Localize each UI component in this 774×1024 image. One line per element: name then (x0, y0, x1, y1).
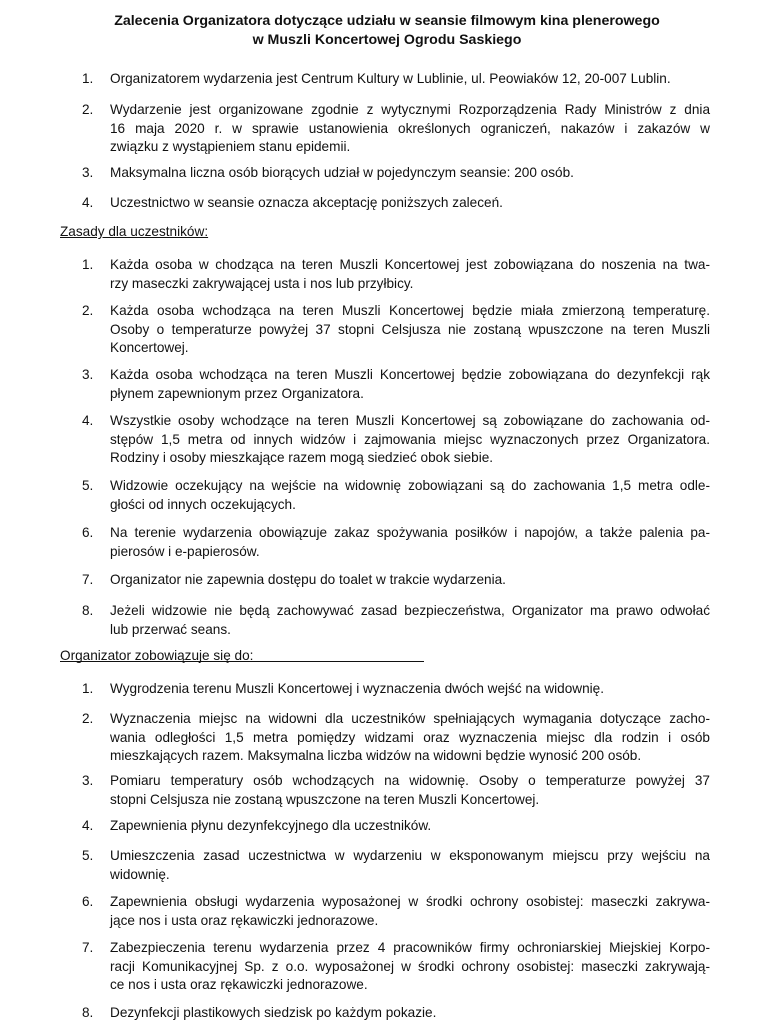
list-item-number: 1. (82, 257, 94, 272)
list-item-number: 5. (82, 478, 94, 493)
list-item-text (110, 302, 710, 358)
list-item-number: 7. (82, 572, 94, 587)
text-line: rzy maseczki zakrywającej usta i nos lub przyłbicy. (110, 275, 414, 291)
text-line: Organizatorem wydarzenia jest Centrum Kultury w Lublinie, ul. Peowiaków 12, 20-007 Lublin. (110, 71, 671, 86)
text-line: pierosów i e-papierosów. (110, 543, 260, 559)
text-line: Wszystkie osoby wchodzące na teren Muszli Koncertowej są zobowiązane do zachowania od- (110, 413, 710, 428)
list-item-text (110, 602, 710, 639)
text-line: widownię. (110, 866, 170, 882)
text-line: Każda osoba wchodząca na teren Muszli Koncertowej będzie miała zmierzoną temperaturę. (110, 303, 710, 318)
list-item-text (110, 256, 710, 293)
list-item-text (110, 412, 710, 468)
text-line: Wydarzenie jest organizowane zgodnie z wytycznymi Rozporządzenia Rady Ministrów z dnia (110, 102, 710, 117)
list-item-number: 1. (82, 681, 94, 696)
text-line: stopni Celsjusza nie zostaną wpuszczone na teren Muszli Koncertowej. (110, 791, 540, 807)
text-line: Wygrodzenia terenu Muszli Koncertowej i wyznaczenia dwóch wejść na widownię. (110, 681, 605, 696)
list-item-text (110, 939, 710, 995)
list-item-text (110, 101, 710, 157)
list-item-number: 4. (82, 195, 94, 210)
list-item-text (110, 772, 710, 809)
text-line: 16 maja 2020 r. w sprawie ustanowienia określonych ograniczeń, nakazów i zakazów w (110, 120, 710, 136)
list-item-number: 4. (82, 818, 94, 833)
text-line: związku z wystąpieniem stanu epidemii. (110, 139, 351, 154)
text-line: Zapewnienia płynu dezynfekcyjnego dla uczestników. (110, 818, 432, 833)
text-line: racji Komunikacyjnej Sp. z o.o. wyposażonej w środki ochrony osobistej: maseczki zakrywają- (110, 958, 710, 974)
list-item-text (110, 477, 710, 514)
text-line: Organizator nie zapewnia dostępu do toalet w trakcie wydarzenia. (110, 572, 506, 587)
list-item-text (110, 164, 710, 183)
list-item-number: 7. (82, 940, 94, 955)
list-item-text (110, 847, 710, 884)
text-line: Koncertowej. (110, 340, 189, 355)
list-item-number: 4. (82, 413, 94, 428)
list-item-text (110, 817, 710, 836)
text-line: wania odległości 1,5 metra pomiędzy widzami oraz wyznaczenia miejsc dla rodzin i osób (110, 729, 710, 745)
list-item-text (110, 571, 710, 590)
text-line: Maksymalna liczna osób biorących udział w pojedynczym seansie: 200 osób. (110, 165, 574, 180)
list-item-number: 5. (82, 848, 94, 863)
list-item-text (110, 194, 710, 213)
text-line: Zabezpieczenia terenu wydarzenia przez 4 pracowników firmy ochroniarskiej Miejskiej Korpo- (110, 940, 710, 955)
text-line: Zapewnienia obsługi wydarzenia wyposażonej w środki ochrony osobistej: maseczki zakrywa- (110, 894, 710, 909)
text-line: Każda osoba w chodząca na teren Muszli Koncertowej jest zobowiązana do noszenia na twa- (110, 257, 710, 272)
title-line-1: Zalecenia Organizatora dotyczące udziału w seansie filmowym kina plenerowego (114, 13, 660, 29)
list-item-number: 3. (82, 773, 94, 788)
title-line-2: w Muszli Koncertowej Ogrodu Saskiego (252, 32, 522, 48)
list-item-text (110, 710, 710, 766)
text-line: Pomiaru temperatury osób wchodzących na widownię. Osoby o temperaturze powyżej 37 (110, 773, 710, 788)
text-line: głości od innych oczekujących. (110, 496, 296, 512)
text-line: płynem zapewnionym przez Organizatora. (110, 385, 364, 401)
text-line: Wyznaczenia miejsc na widowni dla uczestników spełniających wymagania dotyczące zacho- (110, 711, 710, 726)
text-line: Jeżeli widzowie nie będą zachowywać zasad bezpieczeństwa, Organizator ma prawo odwołać (110, 603, 710, 618)
organizer-heading: Organizator zobowiązuje się do: (60, 648, 254, 663)
participants-heading: Zasady dla uczestników: (60, 224, 209, 239)
text-line: Umieszczenia zasad uczestnictwa w wydarzeniu w eksponowanym miejscu przy wejściu na (110, 848, 710, 863)
list-item-number: 3. (82, 367, 94, 382)
list-item-number: 8. (82, 603, 94, 618)
text-line: jące nos i usta oraz rękawiczki jednorazowe. (110, 912, 379, 928)
text-line: Widzowie oczekujący na wejście na widownię zobowiązani są do zachowania 1,5 metra odle- (110, 478, 710, 493)
list-item-number: 6. (82, 894, 94, 909)
list-item-text (110, 893, 710, 930)
list-item-number: 1. (82, 71, 94, 86)
list-item-text (110, 70, 710, 89)
list-item-text (110, 524, 710, 561)
text-line: Rodziny i osoby mieszkające razem mogą siedzieć obok siebie. (110, 450, 494, 465)
text-line: Osoby o temperaturze powyżej 37 stopni Celsjusza nie zostaną wpuszczone na teren Muszli (110, 321, 710, 337)
list-item-number: 6. (82, 525, 94, 540)
list-item-number: 3. (82, 165, 94, 180)
text-line: lub przerwać seans. (110, 621, 231, 637)
list-item-number: 2. (82, 303, 94, 318)
organizer-heading-rule (60, 661, 424, 662)
list-item-number: 2. (82, 711, 94, 726)
text-line: Dezynfekcji plastikowych siedzisk po każdym pokazie. (110, 1005, 437, 1020)
list-item-text (110, 366, 710, 403)
list-item-number: 8. (82, 1005, 94, 1020)
text-line: mieszkających razem. Maksymalna liczba widzów na widowni będzie wynosić 200 osób. (110, 748, 642, 763)
text-line: Każda osoba wchodząca na teren Muszli Koncertowej będzie zobowiązana do dezynfekcji rąk (110, 367, 710, 382)
text-line: ce nos i usta oraz rękawiczki jednorazowe. (110, 977, 368, 992)
document-title (0, 12, 774, 50)
text-line: Uczestnictwo w seansie oznacza akceptację poniższych zaleceń. (110, 195, 503, 210)
list-item-text (110, 1004, 710, 1023)
text-line: Na terenie wydarzenia obowiązuje zakaz spożywania posiłków i napojów, a także palenia pa- (110, 525, 710, 540)
text-line: stępów 1,5 metra od innych widzów i zajmowania miejsc wyznaczonych przez Organizatora. (110, 431, 710, 447)
list-item-number: 2. (82, 102, 94, 117)
list-item-text (110, 680, 710, 699)
